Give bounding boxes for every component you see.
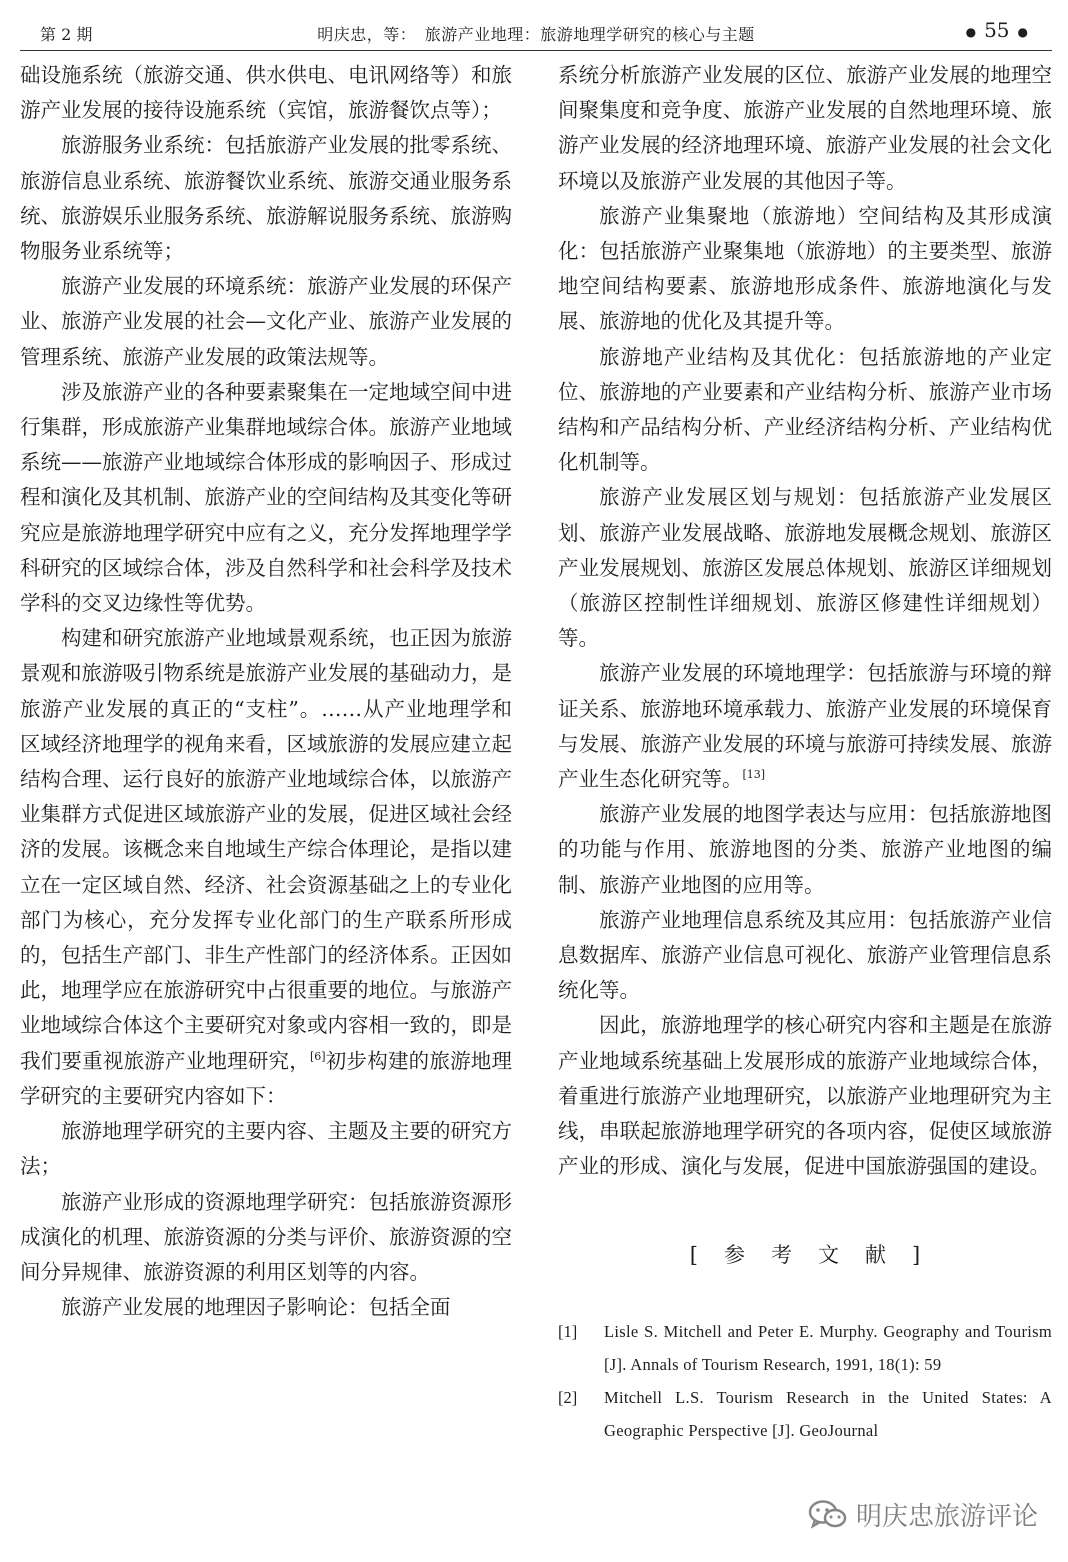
watermark-text: 明庆忠旅游评论 bbox=[855, 1502, 1038, 1532]
paragraph-text: 旅游产业发展的环境地理学：包括旅游与环境的辩证关系、旅游地环境承载力、旅游产业发展的环境保育与发展、旅游产业发展的环境与旅游可持续发展、旅游产业生态化研究等。 bbox=[558, 661, 1052, 792]
paragraph bbox=[20, 128, 512, 269]
bullet-right-icon: ● bbox=[1017, 24, 1028, 39]
watermark bbox=[808, 1496, 1038, 1533]
paragraph-text: 旅游产业发展的地理因子影响论：包括全面 bbox=[61, 1295, 451, 1320]
paragraph bbox=[558, 340, 1052, 481]
left-column bbox=[20, 58, 512, 1325]
paragraph bbox=[20, 1185, 512, 1291]
paragraph-text: 旅游产业集聚地（旅游地）空间结构及其形成演化：包括旅游产业聚集地（旅游地）的主要类型、旅游地空间结构要素、旅游地形成条件、旅游地演化与发展、旅游地的优化及其提升等。 bbox=[558, 203, 1052, 334]
paragraph bbox=[558, 58, 1052, 199]
paragraph bbox=[20, 1290, 512, 1325]
paragraph-text: 旅游地产业结构及其优化：包括旅游地的产业定位、旅游地的产业要素和产业结构分析、旅游产业市场结构和产品结构分析、产业经济结构分析、产业结构优化机制等。 bbox=[558, 344, 1052, 475]
paragraph bbox=[20, 269, 512, 375]
paragraph-text: 系统分析旅游产业发展的区位、旅游产业发展的地理空间聚集度和竞争度、旅游产业发展的自然地理环境、旅游产业发展的经济地理环境、旅游产业发展的社会文化环境以及旅游产业发展的其他因子等。 bbox=[558, 63, 1052, 193]
paragraph-text: 涉及旅游产业的各种要素聚集在一定地域空间中进行集群，形成旅游产业集群地域综合体。旅游产业地域系统——旅游产业地域综合体形成的影响因子、形成过程和演化及其机制、旅游产业的空间结构及其变化等研究应是旅游地理学研究中应有之义，充分发挥地理学学科研究的区域综合体，涉及自然科学和社会科学及技术学科的交叉边缘性等优势。 bbox=[20, 379, 512, 616]
right-paragraphs bbox=[558, 58, 1052, 1185]
page-number-block bbox=[958, 18, 1036, 42]
page-number: 55 bbox=[984, 18, 1010, 42]
paragraph bbox=[20, 1114, 512, 1184]
paragraph bbox=[20, 58, 512, 128]
issue-label: 第 2 期 bbox=[40, 25, 93, 44]
paragraph-text: 旅游产业发展的环境系统：旅游产业发展的环保产业、旅游产业发展的社会—文化产业、旅游产业发展的管理系统、旅游产业发展的政策法规等。 bbox=[20, 274, 512, 369]
right-column bbox=[558, 58, 1052, 1447]
paragraph bbox=[558, 480, 1052, 656]
paragraph-text: 旅游产业地理信息系统及其应用：包括旅游产业信息数据库、旅游产业信息可视化、旅游产业管理信息系统化等。 bbox=[558, 907, 1052, 1003]
reference-number: [1] bbox=[558, 1321, 578, 1341]
paragraph-text: 旅游产业形成的资源地理学研究：包括旅游资源形成演化的机理、旅游资源的分类与评价、旅游资源的空间分异规律、旅游资源的利用区划等的内容。 bbox=[20, 1189, 512, 1284]
running-title: 明庆忠，等： 旅游产业地理：旅游地理学研究的核心与主题 bbox=[317, 25, 755, 44]
references-heading: [参考文献] bbox=[689, 1242, 947, 1267]
paragraph bbox=[558, 656, 1052, 797]
reference-item bbox=[558, 1381, 1052, 1447]
citation-mark: [6] bbox=[310, 1049, 326, 1063]
page-header bbox=[20, 14, 1052, 51]
paragraph bbox=[20, 621, 512, 1114]
paragraph-text: 旅游地理学研究的主要内容、主题及主要的研究方法； bbox=[20, 1119, 512, 1179]
paragraph-text: 因此，旅游地理学的核心研究内容和主题是在旅游产业地域系统基础上发展形成的旅游产业地域综合体，着重进行旅游产业地理研究，以旅游产业地理研究为主线，串联起旅游地理学研究的各项内容，促使区域旅游产业的形成、演化与发展，促进中国旅游强国的建设。 bbox=[558, 1013, 1052, 1179]
reference-text: Mitchell L.S. Tourism Research in the United States: A Geographic Perspective [J]. GeoJournal bbox=[604, 1387, 1052, 1440]
paragraph-text: 旅游服务业系统：包括旅游产业发展的批零系统、旅游信息业系统、旅游餐饮业系统、旅游交通业服务系统、旅游娱乐业服务系统、旅游解说服务系统、旅游购物服务业系统等； bbox=[20, 133, 512, 264]
reference-item bbox=[558, 1315, 1052, 1381]
paragraph bbox=[558, 199, 1052, 340]
paragraph-text-continued: 初步构建的旅游地理学研究的主要研究内容如下： bbox=[20, 1048, 513, 1108]
wechat-icon bbox=[808, 1499, 848, 1531]
paragraph-text: 础设施系统（旅游交通、供水供电、电讯网络等）和旅游产业发展的接待设施系统（宾馆，旅游餐饮点等）； bbox=[20, 63, 512, 123]
citation-mark: [13] bbox=[742, 768, 766, 782]
paragraph-text: 构建和研究旅游产业地域景观系统，也正因为旅游景观和旅游吸引物系统是旅游产业发展的基础动力，是旅游产业发展的真正的“支柱”。……从产业地理学和区域经济地理学的视角来看，区域旅游的发展应建立起结构合理、运行良好的旅游产业地域综合体，以旅游产业集群方式促进区域旅游产业的发展，促进区域社会经济的发展。该概念来自地域生产综合体理论，是指以建立在一定区域自然、经济、社会资源基础之上的专业化部门为核心，充分发挥专业化部门的生产联系所形成的，包括生产部门、非生产性部门的经济体系。正因如此，地理学应在旅游研究中占很重要的地位。与旅游产业地域综合体这个主要研究对象或内容相一致的，即是我们要重视旅游产业地理研究， bbox=[20, 626, 512, 1073]
paragraph bbox=[558, 1008, 1052, 1184]
reference-number: [2] bbox=[558, 1387, 578, 1407]
paragraph-text: 旅游产业发展的地图学表达与应用：包括旅游地图的功能与作用、旅游地图的分类、旅游产业地图的编制、旅游产业地图的应用等。 bbox=[558, 802, 1052, 897]
paragraph bbox=[558, 797, 1052, 903]
reference-text: Lisle S. Mitchell and Peter E. Murphy. Geography and Tourism [J]. Annals of Tourism Research, 1991, 18(1): 59 bbox=[604, 1321, 1052, 1374]
bullet-left-icon: ● bbox=[965, 24, 977, 39]
paragraph bbox=[20, 375, 512, 621]
paragraph bbox=[558, 903, 1052, 1009]
reference-list bbox=[558, 1315, 1052, 1447]
paragraph-text: 旅游产业发展区划与规划：包括旅游产业发展区划、旅游产业发展战略、旅游地发展概念规划、旅游区产业发展规划、旅游区发展总体规划、旅游区详细规划（旅游区控制性详细规划、旅游区修建性详细规划）等。 bbox=[558, 485, 1052, 651]
